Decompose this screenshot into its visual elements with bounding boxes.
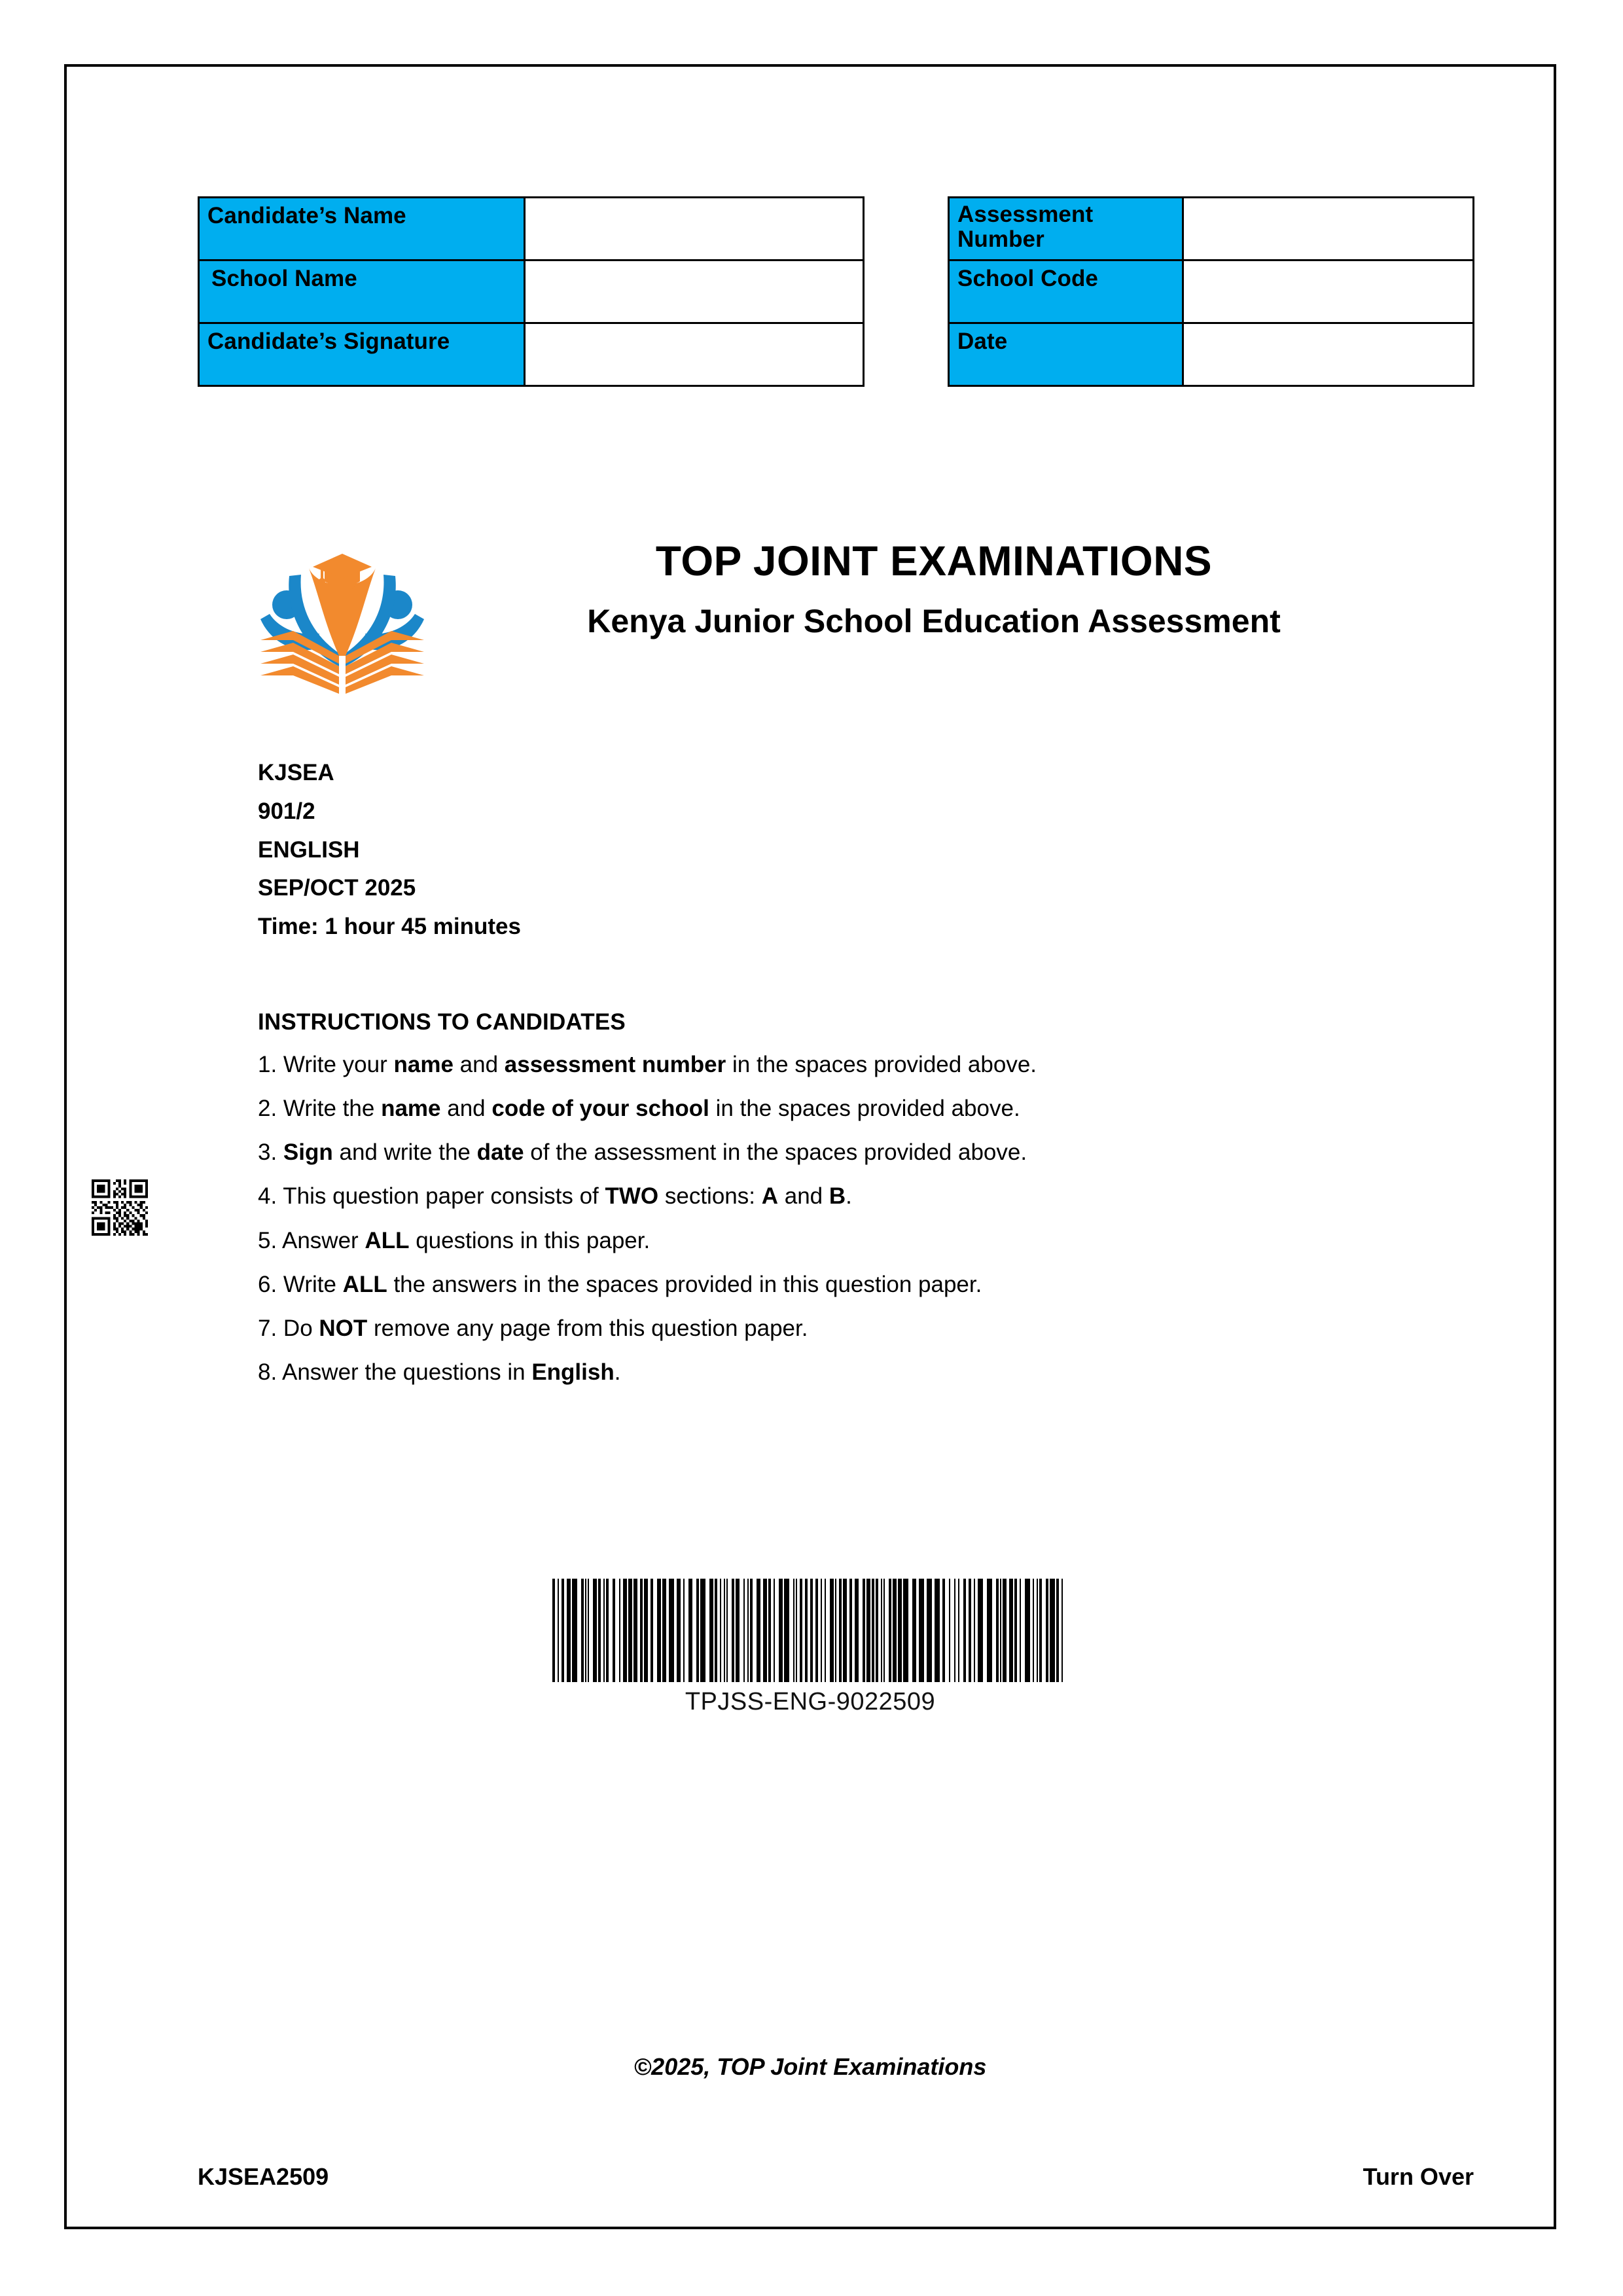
instruction-emphasis: name	[381, 1096, 441, 1122]
instruction-text: questions in this paper.	[409, 1227, 651, 1253]
instruction-emphasis: name	[393, 1052, 454, 1077]
qr-code	[92, 1179, 148, 1236]
instruction-text: and	[778, 1183, 829, 1210]
assessment-details-table	[948, 196, 1474, 387]
barcode	[544, 1579, 1076, 1682]
instruction-item	[258, 1314, 1436, 1343]
instruction-number: 5.	[258, 1227, 282, 1253]
school-name-label: School Name	[199, 260, 525, 323]
page-title: TOP JOINT EXAMINATIONS	[655, 537, 1213, 584]
table-row	[949, 260, 1474, 323]
instruction-number: 7.	[258, 1315, 283, 1341]
instruction-text: of the assessment in the spaces provided above.	[524, 1139, 1027, 1166]
instruction-item	[258, 1270, 1436, 1299]
instruction-text: Write	[283, 1271, 343, 1297]
table-row	[199, 198, 864, 260]
school-name-field[interactable]	[525, 260, 864, 323]
instruction-number: 8.	[258, 1359, 282, 1385]
page-footer	[198, 2163, 1474, 2191]
instruction-text: Answer	[281, 1227, 365, 1253]
instruction-text: and	[453, 1052, 505, 1077]
instruction-text: .	[614, 1359, 621, 1385]
instructions-block	[258, 1009, 1436, 1401]
footer-paper-ref: KJSEA2509	[198, 2163, 329, 2190]
instruction-text: Answer the questions in	[281, 1359, 532, 1385]
assessment-number-label: Assessment Number	[949, 198, 1183, 260]
instruction-item	[258, 1226, 1436, 1255]
instruction-text: This question paper consists of	[283, 1183, 605, 1210]
instruction-text: remove any page from this question paper.	[367, 1315, 808, 1341]
instruction-text: the answers in the spaces provided in this question paper.	[387, 1271, 982, 1297]
barcode-area	[67, 1579, 1554, 1716]
table-row	[199, 323, 864, 386]
exam-paper-code: 901/2	[258, 798, 315, 824]
exam-session: SEP/OCT 2025	[258, 875, 416, 901]
school-code-field[interactable]	[1183, 260, 1474, 323]
exam-paper-page	[64, 64, 1556, 2229]
candidate-signature-label: Candidate’s Signature	[199, 323, 525, 386]
candidate-details-table	[198, 196, 865, 387]
instruction-emphasis: B	[829, 1183, 846, 1210]
instruction-emphasis: NOT	[319, 1315, 368, 1341]
exam-subject: ENGLISH	[258, 836, 360, 863]
instruction-emphasis: ALL	[342, 1271, 387, 1297]
instruction-text: in the spaces provided above.	[726, 1052, 1037, 1077]
instruction-emphasis: ALL	[365, 1227, 410, 1253]
instruction-emphasis: assessment number	[504, 1052, 726, 1077]
candidate-name-label: Candidate’s Name	[199, 198, 525, 260]
exam-time-allowed: Time: 1 hour 45 minutes	[258, 914, 521, 940]
assessment-number-field[interactable]	[1183, 198, 1474, 260]
instruction-emphasis: Sign	[283, 1139, 333, 1166]
instruction-emphasis: TWO	[605, 1183, 659, 1210]
instruction-text: Write your	[283, 1052, 394, 1077]
instructions-list	[258, 1050, 1436, 1387]
candidate-name-field[interactable]	[525, 198, 864, 260]
barcode-text: TPJSS-ENG-9022509	[685, 1688, 936, 1715]
instruction-text: Write the	[283, 1096, 382, 1122]
copyright-notice: ©2025, TOP Joint Examinations	[633, 2053, 987, 2080]
footer-turn-over: Turn Over	[1363, 2163, 1474, 2190]
date-field[interactable]	[1183, 323, 1474, 386]
instruction-number: 6.	[258, 1271, 283, 1297]
table-row	[949, 323, 1474, 386]
exam-meta-block	[258, 754, 521, 946]
instruction-emphasis: A	[761, 1183, 778, 1210]
instruction-text: sections:	[658, 1183, 762, 1210]
title-block	[394, 538, 1474, 639]
school-code-label: School Code	[949, 260, 1183, 323]
instruction-emphasis: code of your school	[491, 1096, 709, 1122]
instruction-item	[258, 1181, 1436, 1211]
masthead	[198, 466, 1474, 643]
instruction-text: in the spaces provided above.	[709, 1096, 1020, 1122]
instruction-emphasis: English	[531, 1359, 615, 1385]
candidate-details-area	[198, 196, 1474, 394]
candidate-signature-field[interactable]	[525, 323, 864, 386]
instruction-number: 4.	[258, 1183, 283, 1210]
instruction-number: 1.	[258, 1052, 283, 1077]
instructions-heading: INSTRUCTIONS TO CANDIDATES	[258, 1009, 626, 1035]
instruction-item	[258, 1094, 1436, 1123]
instruction-number: 3.	[258, 1139, 283, 1166]
instruction-item	[258, 1050, 1436, 1079]
instruction-emphasis: date	[476, 1139, 524, 1166]
instruction-text: Do	[283, 1315, 319, 1341]
date-label: Date	[949, 323, 1183, 386]
instruction-text: .	[846, 1183, 852, 1210]
instruction-text: and	[440, 1096, 492, 1122]
page-subtitle: Kenya Junior School Education Assessment	[587, 603, 1281, 640]
instruction-number: 2.	[258, 1096, 283, 1122]
table-row	[949, 198, 1474, 260]
exam-programme: KJSEA	[258, 760, 334, 785]
instruction-text: and write the	[332, 1139, 477, 1166]
instruction-item	[258, 1357, 1436, 1387]
table-row	[199, 260, 864, 323]
instruction-item	[258, 1138, 1436, 1167]
